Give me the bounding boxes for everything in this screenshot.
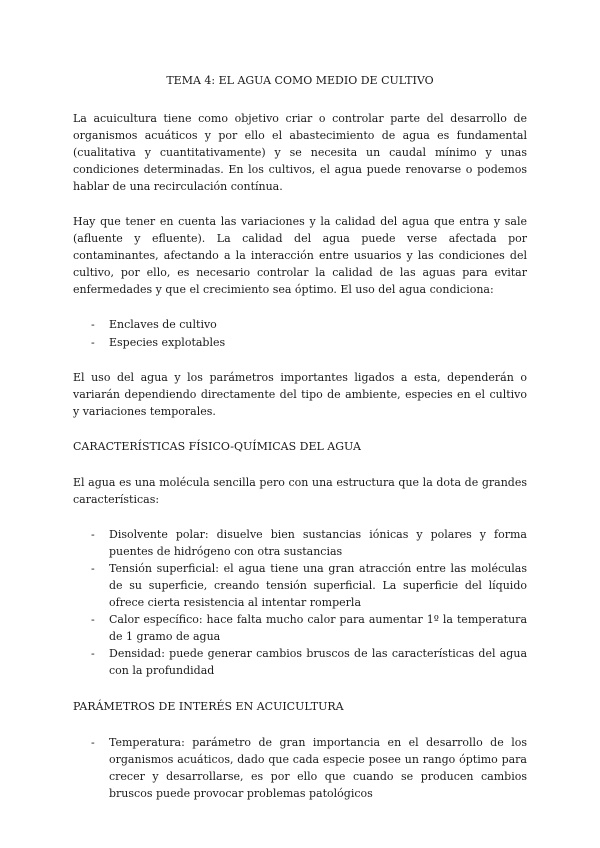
list-characteristics [73, 526, 527, 679]
dash-bullet: - [91, 736, 95, 749]
list-item: - Calor específico: hace falta mucho calor para aumentar 1º la temperatura de 1 gramo de agua [91, 613, 527, 643]
dash-bullet: - [91, 528, 95, 541]
section-heading-physicochemical: CARACTERÍSTICAS FÍSICO-QUÍMICAS DEL AGUA [73, 440, 361, 453]
list-parameters [73, 734, 527, 802]
dash-bullet: - [91, 562, 95, 575]
list-item: - Disolvente polar: disuelve bien sustancias iónicas y polares y forma puentes de hidrógeno con otra sustancias [91, 528, 527, 558]
section-heading-parameters: PARÁMETROS DE INTERÉS EN ACUICULTURA [73, 700, 344, 713]
paragraph-intro: La acuicultura tiene como objetivo criar o controlar parte del desarrollo de organismos acuáticos y por ello el abastecimiento de agua es fundamental (cualitativa y cuantitativamente) y se necesita un caudal mínimo y unas condiciones determinadas. En los cultivos, el agua puede renovarse o podemos hablar de una recirculación contínua. [73, 112, 527, 193]
dash-bullet: - [91, 336, 95, 349]
paragraph-water-quality: Hay que tener en cuenta las variaciones y la calidad del agua que entra y sale (afluente y efluente). La calidad del agua puede verse afectada por contaminantes, afectando a la interacción entre usuarios y las condiciones del cultivo, por ello, es necesario controlar la calidad de las aguas para evitar enfermedades y que el crecimiento sea óptimo. El uso del agua condiciona: [73, 215, 527, 296]
page-title: TEMA 4: EL AGUA COMO MEDIO DE CULTIVO [166, 74, 434, 87]
list-item: - Tensión superficial: el agua tiene una gran atracción entre las moléculas de su superficie, creando tensión superficial. La superficie del líquido ofrece cierta resistencia al intentar romperla [91, 562, 527, 609]
paragraph-molecule: El agua es una molécula sencilla pero con una estructura que la dota de grandes características: [73, 476, 527, 506]
dash-bullet: - [91, 318, 95, 331]
list-water-use [73, 316, 527, 351]
list-item: - Temperatura: parámetro de gran importancia en el desarrollo de los organismos acuáticos, dado que cada especie posee un rango óptimo para crecer y desarrollarse, es por ello que cuando se producen cambios bruscos puede provocar problemas patológicos [91, 736, 527, 800]
dash-bullet: - [91, 647, 95, 660]
dash-bullet: - [91, 613, 95, 626]
list-item: - Densidad: puede generar cambios bruscos de las características del agua con la profundidad [91, 647, 527, 677]
paragraph-parameters: El uso del agua y los parámetros importantes ligados a esta, dependerán o variarán dependiendo directamente del tipo de ambiente, especies en el cultivo y variaciones temporales. [73, 371, 527, 418]
list-item: - Enclaves de cultivo [91, 318, 217, 331]
list-item: - Especies explotables [91, 336, 226, 349]
